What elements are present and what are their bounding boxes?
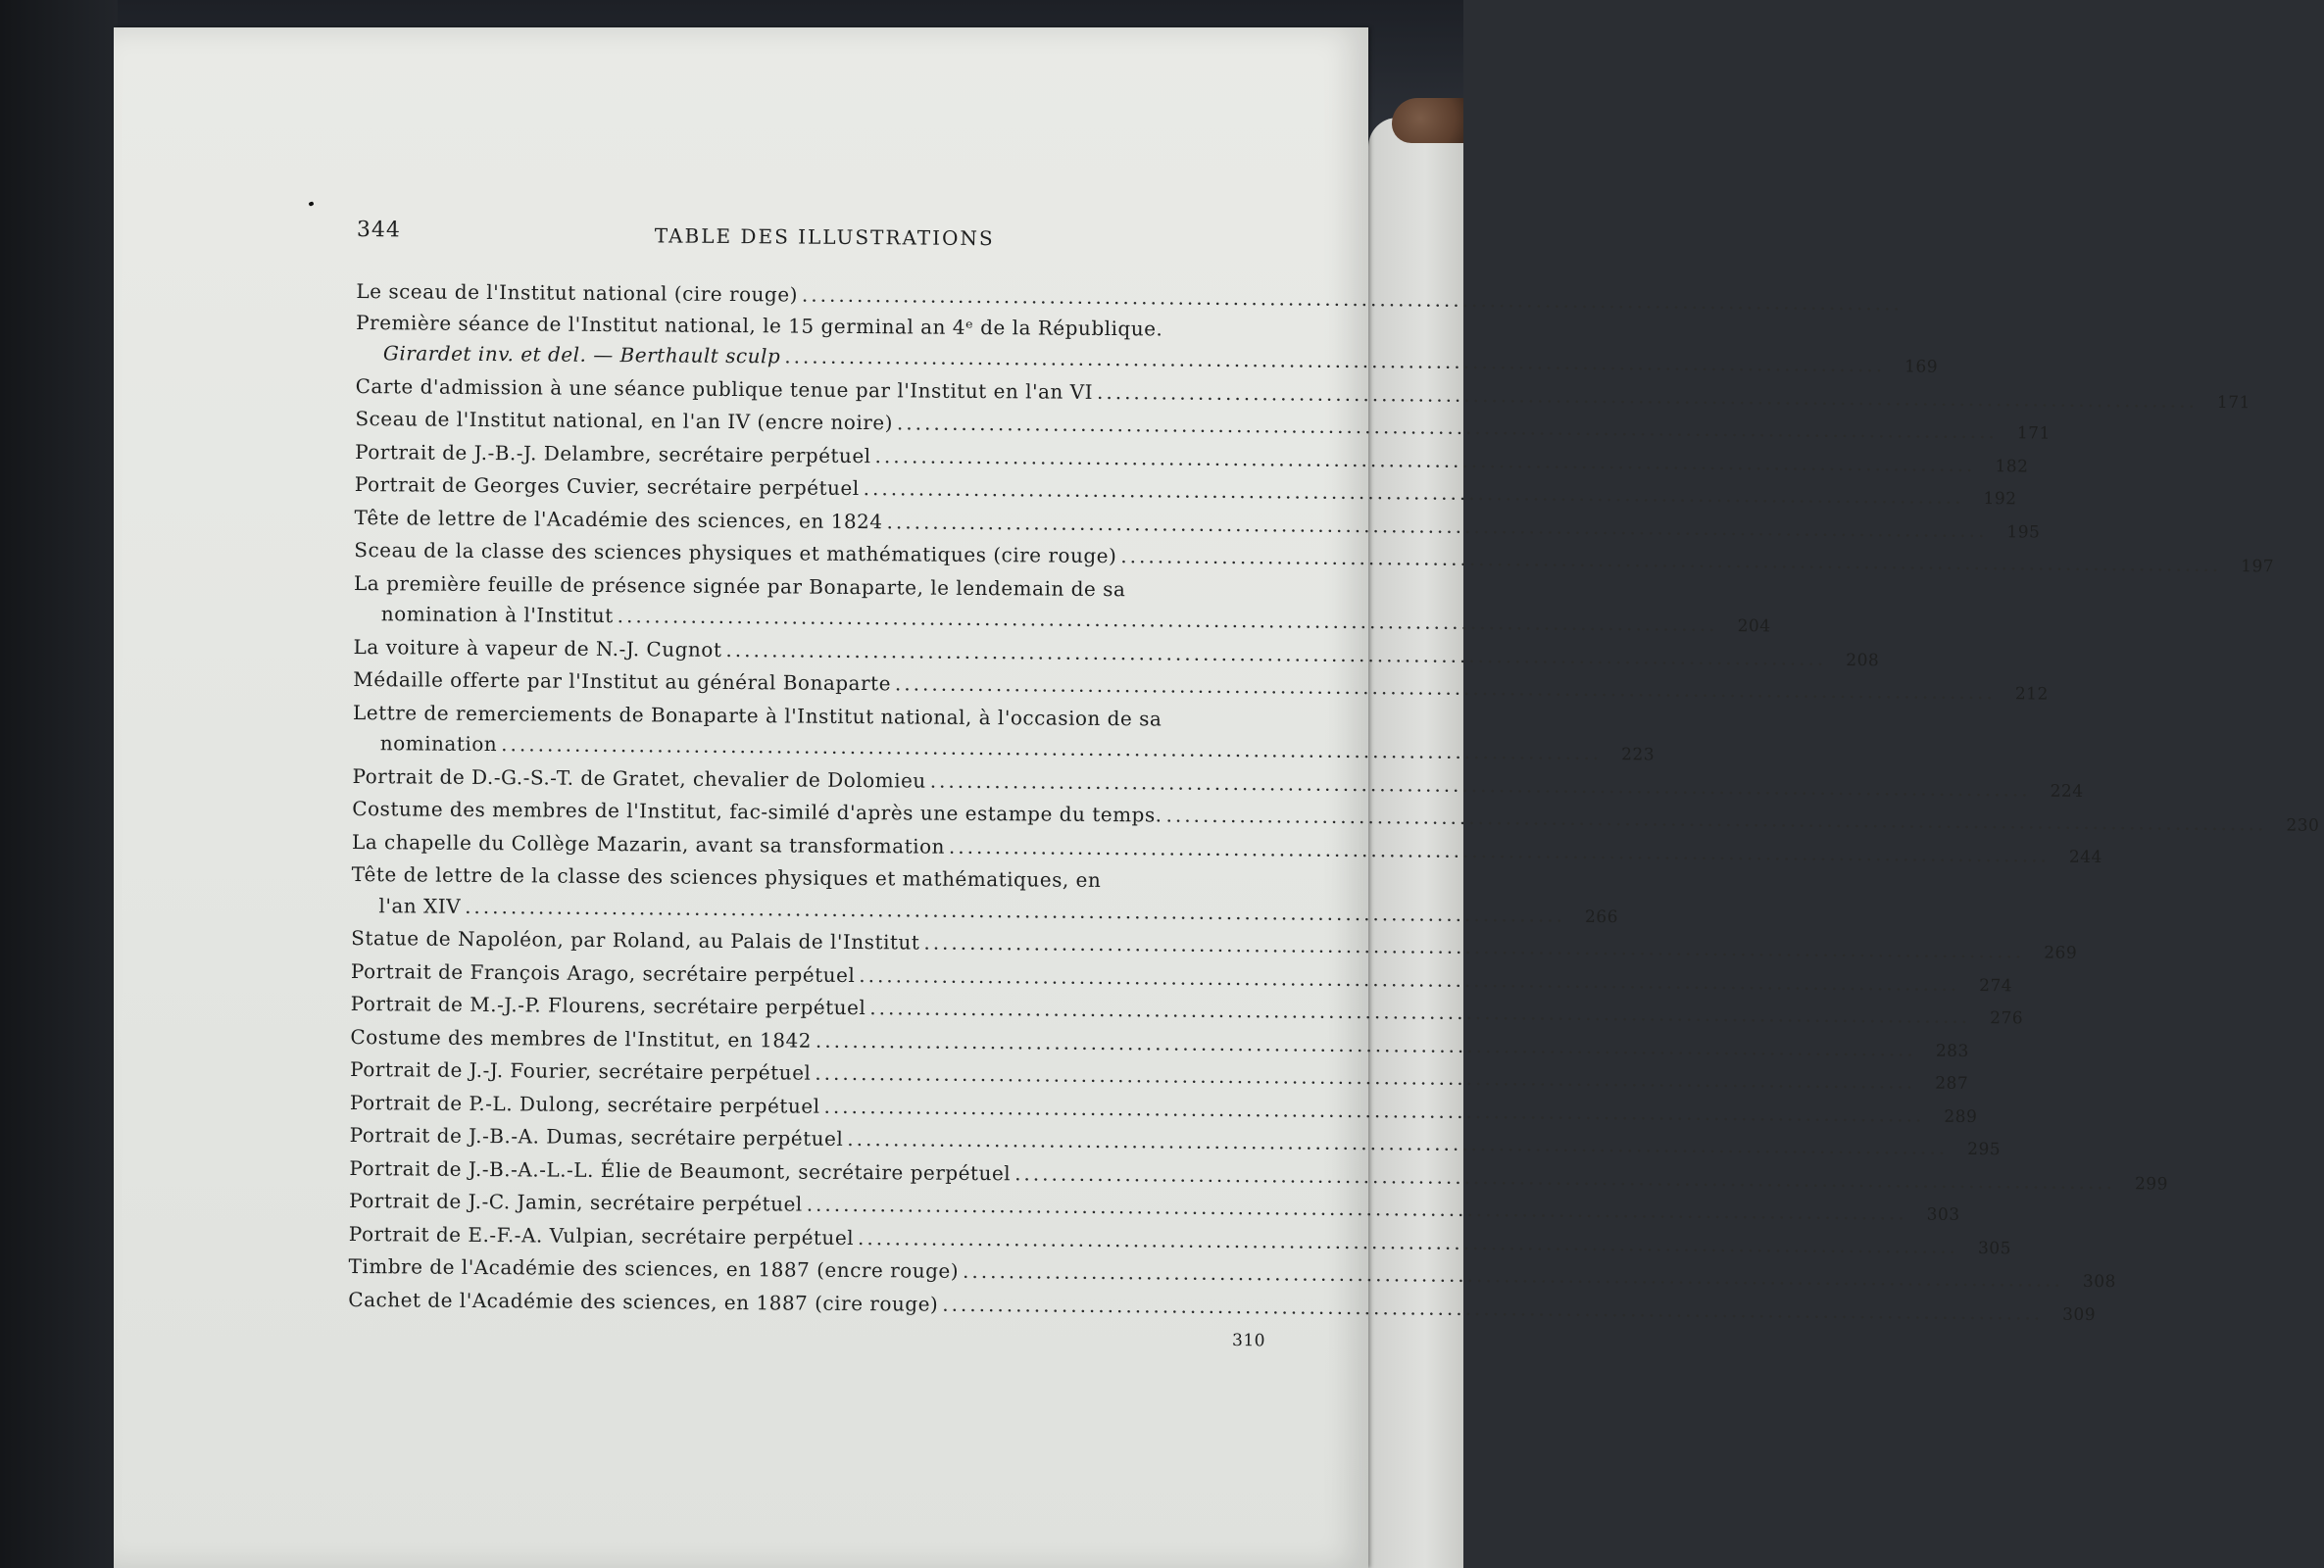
list-item xyxy=(351,859,1619,930)
list-item xyxy=(356,307,1939,377)
entry-text: Costume des membres de l'Institut, en 1842 xyxy=(350,1024,813,1053)
entry-text: Portrait de P.-L. Dulong, secrétaire perpétuel xyxy=(349,1090,820,1118)
illustration-list xyxy=(348,276,2320,1357)
entry-lead-text: Lettre de remerciements de Bonaparte à l'Institut national, à l'occasion de sa xyxy=(352,700,1162,730)
entry-text: Sceau de l'Institut national, en l'an IV (encre noire) xyxy=(355,406,894,435)
leader-dots: ........................................................................................................................ xyxy=(465,894,1566,927)
list-item xyxy=(353,567,1771,638)
entry-page-number: 224 xyxy=(2050,781,2084,802)
leader-dots: ........................................................................................................................ xyxy=(863,476,1964,509)
leader-dots: ........................................................................................................................ xyxy=(942,1292,2044,1325)
entry-text: Costume des membres de l'Institut, fac-similé d'après une estampe du temps. xyxy=(352,796,1162,827)
entry-page-number: 308 xyxy=(2082,1271,2116,1293)
leader-dots: ........................................................................................................................ xyxy=(948,834,2050,867)
book-page xyxy=(114,27,2320,1568)
page-title: TABLE DES ILLUSTRATIONS xyxy=(654,223,995,251)
running-head xyxy=(357,218,1274,283)
entry-text: Portrait de J.-B.-J. Delambre, secrétaire perpétuel xyxy=(355,439,871,467)
entry-text: Portrait de J.-B.-A. Dumas, secrétaire perpétuel xyxy=(349,1122,844,1151)
bookmark-ribbon xyxy=(1392,98,1463,143)
leader-dots: ........................................................................................................................ xyxy=(1096,379,2199,413)
entry-page-number: 171 xyxy=(2016,423,2051,444)
entry-lead-text: La première feuille de présence signée par Bonaparte, le lendemain de sa xyxy=(353,570,1126,601)
entry-text: Tête de lettre de l'Académie des sciences, en 1824 xyxy=(354,505,883,533)
entry-page-number: 309 xyxy=(2062,1304,2097,1325)
leader-dots: ........................................................................................................................ xyxy=(617,604,1718,636)
entry-page-number: 223 xyxy=(1621,745,1656,765)
entry-text: Portrait de J.-B.-A.-L.-L. Élie de Beaumont, secrétaire perpétuel xyxy=(349,1155,1012,1185)
leader-dots: ........................................................................................................................ xyxy=(886,509,1988,542)
leader-dots: ........................................................................................................................ xyxy=(823,1094,1925,1127)
entry-page-number: 283 xyxy=(1935,1041,1969,1061)
entry-text: Sceau de la classe des sciences physiques et mathématiques (cire rouge) xyxy=(354,537,1117,568)
entry-page-number: 195 xyxy=(2006,521,2041,542)
entry-page-number: 169 xyxy=(1904,357,1939,377)
entry-page-number: 212 xyxy=(2014,684,2049,705)
background-surface-left xyxy=(0,0,118,1568)
entry-page-number: 303 xyxy=(1926,1204,1960,1225)
entry-page-number: 299 xyxy=(2134,1173,2169,1195)
entry-text: Girardet inv. et del. — Berthault sculp xyxy=(382,341,781,368)
entry-page-number: 295 xyxy=(1967,1139,2002,1160)
page-number: 344 xyxy=(356,218,401,243)
entry-text: Carte d'admission à une séance publique tenue par l'Institut en l'an VI xyxy=(355,373,1094,404)
leader-dots: ........................................................................................................................ xyxy=(501,732,1603,764)
entry-lead-text: Tête de lettre de la classe des sciences physiques et mathématiques, en xyxy=(351,861,1102,892)
entry-text: Timbre de l'Académie des sciences, en 1887 (encre rouge) xyxy=(348,1253,960,1283)
entry-text: Portrait de D.-G.-S.-T. de Gratet, chevalier de Dolomieu xyxy=(352,763,926,793)
entry-page-number: 305 xyxy=(1977,1238,2012,1258)
entry-text: Cachet de l'Académie des sciences, en 1887 (cire rouge) xyxy=(348,1287,939,1316)
leader-dots: ........................................................................................................................ xyxy=(725,637,1827,670)
entry-page-number: 289 xyxy=(1944,1106,1978,1127)
entry-text: La chapelle du Collège Mazarin, avant sa transformation xyxy=(351,829,946,858)
ink-mark xyxy=(308,201,314,207)
entry-text: nomination xyxy=(379,731,498,757)
leader-dots: ........................................................................................................................ xyxy=(815,1060,1916,1094)
leader-dots: ........................................................................................................................ xyxy=(896,411,1998,444)
entry-page-number: 204 xyxy=(1737,616,1771,637)
entry-page-number: 171 xyxy=(2216,392,2250,413)
entry-text: Portrait de J.-C. Jamin, secrétaire perpétuel xyxy=(349,1188,803,1216)
entry-page-number: 208 xyxy=(1846,650,1880,670)
entry-page-number: 197 xyxy=(2241,557,2275,577)
leader-dots: ........................................................................................................................ xyxy=(801,282,1903,316)
entry-text: nomination à l'Institut xyxy=(380,602,614,628)
leader-dots: ........................................................................................................................ xyxy=(784,344,1886,377)
entry-text: La voiture à vapeur de N.-J. Cugnot xyxy=(353,634,722,662)
entry-text: Portrait de M.-J.-P. Flourens, secrétaire perpétuel xyxy=(350,991,866,1020)
entry-page-number: 182 xyxy=(1995,456,2029,476)
leader-dots: ........................................................................................................................ xyxy=(858,1225,1959,1258)
entry-page-number: 269 xyxy=(2044,943,2078,963)
entry-text: Portrait de Georges Cuvier, secrétaire perpétuel xyxy=(354,471,860,501)
leader-dots: ........................................................................................................................ xyxy=(874,443,1976,476)
entry-page-number: 287 xyxy=(1935,1073,1969,1094)
leader-dots: ........................................................................................................................ xyxy=(1120,544,2222,576)
leader-dots: ........................................................................................................................ xyxy=(859,962,1960,996)
entry-text: Portrait de E.-F.-A. Vulpian, secrétaire perpétuel xyxy=(348,1221,855,1250)
entry-page-number: 274 xyxy=(1979,975,2013,996)
leader-dots: ........................................................................................................................ xyxy=(929,768,2031,801)
entry-text: l'an XIV xyxy=(378,893,462,918)
page-content xyxy=(348,218,2320,1357)
entry-page-number: 192 xyxy=(1983,489,2017,510)
leader-dots: ........................................................................................................................ xyxy=(1014,1160,2116,1194)
entry-text: Le sceau de l'Institut national (cire rouge) xyxy=(356,278,799,307)
leader-dots: ........................................................................................................................ xyxy=(806,1192,1907,1225)
entry-page-number: 266 xyxy=(1584,906,1619,927)
leader-dots: ........................................................................................................................ xyxy=(1165,803,2267,836)
list-item xyxy=(352,697,1656,767)
leader-dots: ........................................................................................................................ xyxy=(869,996,1971,1028)
entry-text: Statue de Napoléon, par Roland, au Palais de l'Institut xyxy=(351,925,920,955)
entry-page-number: 230 xyxy=(2286,815,2320,836)
entry-text: Portrait de François Arago, secrétaire perpétuel xyxy=(350,958,856,987)
leader-dots: ........................................................................................................................ xyxy=(847,1126,1949,1159)
leader-dots: ........................................................................................................................ xyxy=(815,1028,1916,1061)
entry-lead-text: Première séance de l'Institut national, le 15 germinal an 4ᵉ de la République. xyxy=(356,310,1163,340)
entry-page-number: 310 xyxy=(1231,1331,1266,1351)
leader-dots: ........................................................................................................................ xyxy=(923,930,2025,963)
entry-text: Médaille offerte par l'Institut au général Bonaparte xyxy=(353,666,892,696)
entry-text: Portrait de J.-J. Fourier, secrétaire perpétuel xyxy=(350,1056,812,1085)
entry-page-number: 244 xyxy=(2068,847,2102,867)
trailing-page-row xyxy=(348,1317,1265,1357)
leader-dots: ........................................................................................................................ xyxy=(894,671,1996,705)
leader-dots: ........................................................................................................................ xyxy=(962,1258,2064,1292)
entry-page-number: 276 xyxy=(1990,1008,2024,1029)
